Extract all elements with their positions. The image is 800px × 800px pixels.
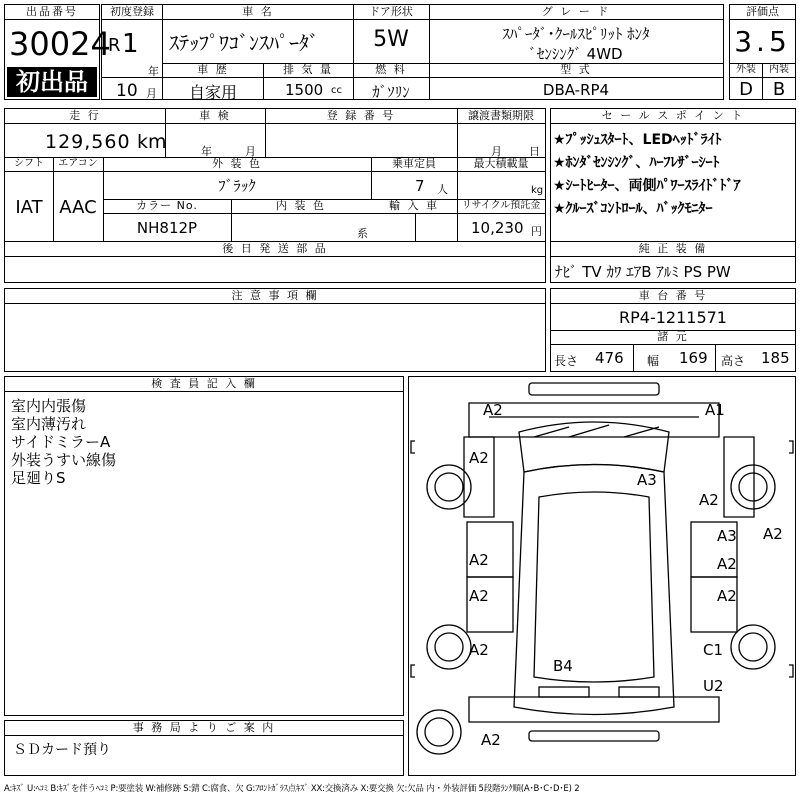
sales-points-label: セ ー ル ス ポ イ ン ト [551, 109, 795, 124]
year-unit: 年 [148, 65, 159, 78]
length-label: 長さ [554, 354, 579, 368]
score-box [729, 4, 796, 100]
first-registration-label: 初度登録 [102, 5, 162, 20]
rear-left-wheel [427, 625, 471, 669]
chassis-number: RP4-1211571 [619, 308, 727, 327]
color-no-value: NH812P [136, 219, 198, 237]
front-bumper [529, 383, 659, 395]
damage-code: A2 [469, 641, 489, 659]
door-type: 5W [373, 27, 409, 52]
damage-code: C1 [703, 641, 724, 659]
lot-number: 30024 [9, 25, 111, 63]
first-registration-box [101, 4, 163, 100]
sales-points-box [550, 108, 796, 242]
door-label: ドア形状 [369, 5, 413, 18]
inspection-label: 車 検 [199, 109, 231, 122]
reg-no-label: 登 録 番 号 [326, 109, 396, 122]
era: R [108, 35, 121, 56]
month-unit: 月 [146, 87, 157, 100]
model-value: DBA-RP4 [542, 81, 610, 99]
office-value: ＳＤカード預り [13, 742, 111, 758]
damage-code: A2 [763, 525, 783, 543]
width-label: 幅 [647, 354, 660, 368]
width-value: 169 [679, 349, 708, 367]
transfer-month-unit: 月 [491, 145, 502, 158]
rear-bumper [529, 731, 659, 741]
front-panel [469, 403, 719, 437]
exterior-label: 外装 [736, 64, 756, 75]
inspector-line: 室内内張傷 [11, 397, 87, 415]
max-load-unit: kg [531, 185, 544, 196]
damage-code: U2 [703, 677, 724, 695]
int-color-unit: 系 [357, 227, 368, 240]
damage-code: A2 [699, 491, 719, 509]
height-value: 185 [761, 349, 790, 367]
grade-line2: ﾞｾﾝｼﾝｸﾞ 4WD [529, 45, 623, 63]
mileage-value: 129,560 [45, 131, 131, 153]
color-no-label: カラー No. [136, 199, 198, 212]
equipment-value: ﾅﾋﾞ TV ｶﾜ ｴｱB ｱﾙﾐ PS PW [555, 263, 731, 281]
inspector-line: 外装うすい線傷 [11, 451, 117, 469]
lot-number-label: 出品番号 [5, 5, 99, 20]
max-load-label: 最大積載量 [473, 157, 529, 170]
import-label: 輸 入 車 [389, 199, 439, 212]
sales-point-item: ★ﾌﾟｯｼｭｽﾀｰﾄ、LEDﾍｯﾄﾞﾗｲﾄ [553, 132, 722, 148]
inspector-line: サイドミラーA [11, 433, 111, 451]
rear-panel [469, 697, 719, 722]
later-parts-box [4, 241, 546, 283]
transfer-label: 譲渡書類期限 [468, 109, 534, 122]
inspection-month-unit: 月 [245, 145, 256, 158]
capacity-unit: 人 [437, 183, 448, 196]
right-front-fender [724, 437, 754, 517]
height-label: 高さ [721, 354, 746, 368]
equipment-label: 純 正 装 備 [551, 242, 795, 257]
history-value: 自家用 [188, 83, 237, 102]
spare-wheel [417, 710, 461, 754]
shift-value: IAT [15, 197, 43, 218]
damage-code: A2 [469, 449, 489, 467]
car-diagram-box [408, 376, 796, 776]
notes-box [4, 288, 546, 372]
reg-year: 1 [122, 29, 139, 59]
score-label: 評価点 [730, 5, 795, 20]
aircon-value: AAC [59, 197, 97, 218]
car-name: ｽﾃｯﾌﾟﾜｺﾞﾝｽﾊﾟｰﾀﾞ [169, 31, 319, 55]
interior-label: 内装 [769, 64, 789, 75]
damage-code: B4 [553, 657, 573, 675]
later-parts-label: 後 日 発 送 部 品 [5, 242, 545, 257]
fuel-label: 燃 料 [375, 63, 407, 76]
front-right-wheel [731, 465, 775, 509]
lot-number-box [4, 4, 111, 100]
capacity-value: 7 [415, 177, 425, 195]
damage-code: A2 [483, 401, 503, 419]
fuel-value: ｶﾞｿﾘﾝ [372, 83, 410, 101]
damage-code: A2 [717, 587, 737, 605]
mileage-label: 走 行 [69, 109, 101, 122]
exterior-grade: D [739, 79, 753, 100]
office-box [4, 720, 404, 776]
car-name-label: 車 名 [242, 5, 274, 18]
recycle-value: 10,230 [471, 219, 524, 237]
sales-point-item: ★ﾎﾝﾀﾞｾﾝｼﾝｸﾞ、ﾊｰﾌﾚｻﾞｰｼｰﾄ [553, 155, 720, 171]
chassis-label: 車 台 番 号 [551, 289, 795, 304]
details-block [4, 108, 546, 242]
displacement-unit: cc [331, 85, 342, 96]
interior-grade: B [772, 79, 786, 100]
inspector-label: 検 査 員 記 入 欄 [5, 377, 403, 392]
office-label: 事 務 局 よ り ご 案 内 [5, 721, 403, 736]
inspector-line: 足廻りS [11, 469, 66, 487]
displacement-label: 排 気 量 [283, 63, 333, 76]
capacity-label: 乗車定員 [392, 157, 436, 170]
int-color-label: 内 装 色 [276, 199, 326, 212]
damage-code: A2 [481, 731, 501, 749]
damage-code: A2 [469, 587, 489, 605]
mileage-unit: km [137, 131, 167, 153]
recycle-label: リサイクル預託金 [461, 200, 541, 211]
car-damage-diagram [409, 377, 795, 775]
damage-code: A2 [717, 555, 737, 573]
history-label: 車 歴 [197, 63, 229, 76]
equipment-box [550, 241, 796, 283]
damage-legend: A:ｷｽﾞ U:ﾍｺﾐ B:ｷｽﾞを伴うﾍｺﾐ P:要塗装 W:補修跡 S:錆 C:腐食、欠 G:ﾌﾛﾝﾄｶﾞﾗｽ点ｷｽﾞ XX:交換済み X:要交換 欠:欠品 内・外装評価 5段階ﾗﾝｸ順(A･B･C･D･E) 2 [4, 784, 580, 794]
vehicle-info-block [162, 4, 724, 100]
overall-score: 3.5 [734, 25, 791, 58]
inspector-line: 室内薄汚れ [11, 415, 87, 433]
damage-code: A1 [705, 401, 725, 419]
notes-label: 注 意 事 項 欄 [5, 289, 545, 304]
recycle-unit: 円 [531, 225, 542, 238]
reg-month: 10 [116, 81, 138, 101]
grade-line1: ｽﾊﾟｰﾀﾞ･ｸｰﾙｽﾋﾟﾘｯﾄ ﾎﾝﾀ [502, 25, 650, 43]
sales-point-item: ★ｸﾙｰｽﾞｺﾝﾄﾛｰﾙ、ﾊﾞｯｸﾓﾆﾀｰ [553, 201, 713, 217]
grade-label: グ レ ー ド [541, 5, 611, 18]
model-label: 型 式 [560, 63, 592, 76]
dims-label: 諸 元 [657, 330, 689, 343]
sales-point-item: ★ｼｰﾄﾋｰﾀｰ、両側ﾊﾟﾜｰｽﾗｲﾄﾞﾄﾞｱ [553, 178, 741, 194]
damage-code: A2 [469, 551, 489, 569]
damage-code: A3 [637, 471, 657, 489]
shift-label: シフト [14, 158, 44, 169]
length-value: 476 [595, 349, 624, 367]
transfer-day-unit: 日 [529, 145, 540, 158]
ext-color-value: ﾌﾞﾗｯｸ [218, 177, 256, 195]
ext-color-label: 外 装 色 [212, 157, 262, 170]
aircon-label: エアコン [58, 158, 98, 169]
inspection-year-unit: 年 [201, 145, 212, 158]
displacement-value: 1500 [285, 81, 324, 99]
damage-code: A3 [717, 527, 737, 545]
chassis-box [550, 288, 796, 372]
first-listing-badge: 初出品 [7, 67, 97, 97]
inspector-box [4, 376, 404, 716]
